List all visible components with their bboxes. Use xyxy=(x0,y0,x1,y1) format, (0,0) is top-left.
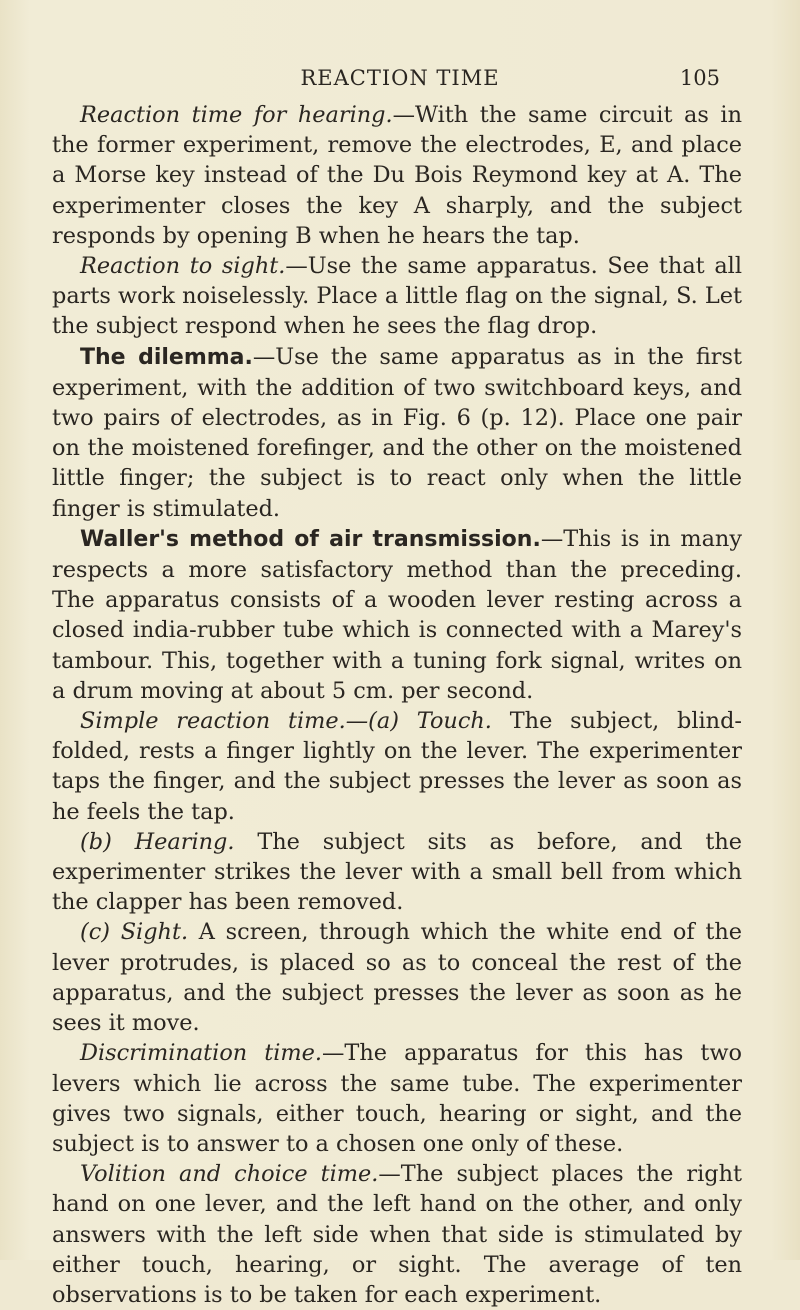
paragraph-heading: Discrimination time. xyxy=(80,1040,323,1067)
paragraph-volition xyxy=(52,1159,742,1310)
paragraph-discrimination xyxy=(52,1038,742,1159)
paragraph-hearing-b xyxy=(52,827,742,918)
paragraph-heading: (b) Hearing. xyxy=(80,828,235,855)
paragraph-text: —The subject places the right hand on one lever, and the left hand on the other, and only answers with the left side when that side is stimulated by either touch, hearing, or sight. The average of ten observations is to be taken for each experiment. xyxy=(52,1161,742,1308)
paragraph-text: The subject, blind-folded, rests a finger lightly on the lever. The experimenter taps the finger, and the subject presses the lever as soon as he feels the tap. xyxy=(52,708,742,825)
page-title: REACTION TIME xyxy=(300,66,500,90)
paragraph-waller xyxy=(52,524,742,706)
paragraph-sight-c xyxy=(52,917,742,1038)
body-text xyxy=(52,100,742,1310)
paragraph-heading: Reaction time for hearing. xyxy=(80,102,393,128)
running-head xyxy=(0,66,800,96)
paragraph-heading: (c) Sight. xyxy=(80,919,189,946)
paragraph-dilemma xyxy=(52,342,742,524)
paragraph-text: —The apparatus for this has two levers which lie across the same tube. The experimenter gives two signals, either touch, hearing or sight, and the subject is to answer to a chosen one only of these. xyxy=(52,1040,742,1157)
paragraph-sight xyxy=(52,251,742,342)
paragraph-heading: Reaction to sight. xyxy=(80,253,286,280)
paragraph-heading: Simple reaction time.—(a) Touch. xyxy=(80,708,492,735)
paragraph-text: —With the same circuit as in the former experiment, remove the electrodes, E, and place a Morse key instead of the Du Bois Reymond key at A. The experimenter closes the key A sharply, and the subject responds by opening B when he hears the tap. xyxy=(52,102,742,249)
paragraph-heading: Volition and choice time. xyxy=(80,1161,379,1188)
paragraph-text: The subject sits as before, and the experimenter strikes the lever with a small bell from which the clapper has been removed. xyxy=(52,828,742,916)
paragraph-text: —Use the same apparatus as in the first experiment, with the addition of two switchboard keys, and two pairs of electrodes, as in Fig. 6 (p. 12). Place one pair on the moistened forefinger, and the other on the moistened little finger; the subject is to react only when the little finger is stimulated. xyxy=(52,343,742,522)
page-number: 105 xyxy=(679,66,720,90)
paragraph-text: —Use the same apparatus. See that all parts work noiselessly. Place a little flag on the signal, S. Let the subject respond when he sees the flag drop. xyxy=(52,253,743,340)
paragraph-touch xyxy=(52,706,742,827)
paragraph-text: A screen, through which the white end of the lever protrudes, is placed so as to conceal the rest of the apparatus, and the subject presses the lever as soon as he sees it move. xyxy=(52,919,742,1037)
paragraph-hearing xyxy=(52,100,742,251)
paragraph-heading: The dilemma. xyxy=(80,344,253,370)
paragraph-text: —This is in many respects a more satisfactory method than the preceding. The apparatus consists of a wooden lever resting across a closed india-rubber tube which is connected with a Marey's tambour. This, together with a tuning fork signal, writes on a drum moving at about 5 cm. per second. xyxy=(52,525,742,704)
paragraph-heading: Waller's method of air transmission. xyxy=(80,526,541,552)
